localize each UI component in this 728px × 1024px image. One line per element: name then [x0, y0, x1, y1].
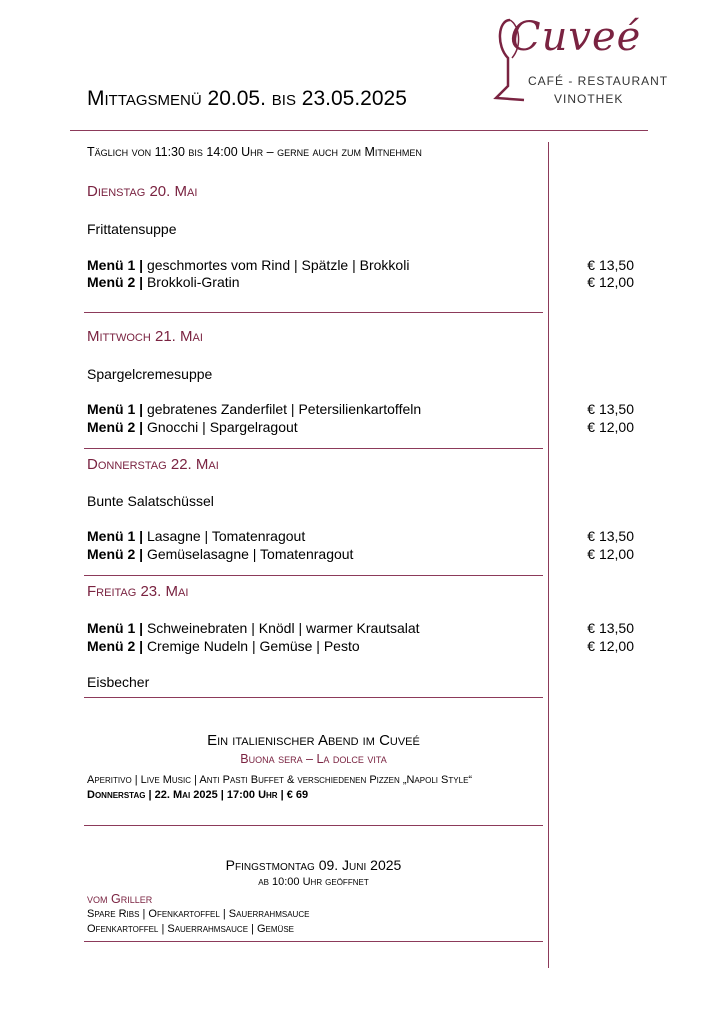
soup: Bunte Salatschüssel — [87, 493, 214, 509]
grill-line-2: Ofenkartoffel | Sauerrahmsauce | Gemüse — [87, 923, 295, 935]
soup: Spargelcremesuppe — [87, 366, 213, 382]
soup: Frittatensuppe — [87, 221, 177, 237]
menu-label: Menü 1 | — [87, 620, 144, 636]
event-subtitle: Buona sera – La dolce vita — [240, 752, 387, 766]
menu-item — [87, 401, 421, 417]
page-title: Mittagsmenü 20.05. bis 23.05.2025 — [87, 87, 407, 110]
price-column-divider — [548, 142, 549, 968]
menu-item — [87, 546, 353, 562]
grill-line-1: Spare Ribs | Ofenkartoffel | Sauerrahmsauce — [87, 908, 310, 920]
menu-label: Menü 2 | — [87, 638, 144, 654]
menu-item — [87, 528, 305, 544]
day-divider — [84, 312, 543, 313]
menu-price: € 12,00 — [587, 638, 634, 654]
holiday-subtitle: ab 10:00 Uhr geöffnet — [258, 876, 369, 888]
event-details: Aperitivo | Live Music | Anti Pasti Buffet & verschiedenen Pizzen „Napoli Style“ — [87, 774, 473, 786]
menu-price: € 13,50 — [587, 257, 634, 273]
logo — [488, 8, 669, 108]
menu-dish: Schweinebraten | Knödl | warmer Krautsalat — [146, 620, 420, 636]
day-divider — [84, 448, 543, 449]
day-heading: Mittwoch 21. Mai — [87, 328, 203, 345]
logo-script: Cuveé — [510, 14, 642, 60]
day-heading: Dienstag 20. Mai — [87, 183, 198, 200]
menu-item — [87, 419, 298, 435]
logo-line2: VINOTHEK — [554, 92, 624, 106]
menu-dish: Gnocchi | Spargelragout — [146, 419, 298, 435]
menu-label: Menü 1 | — [87, 528, 144, 544]
menu-price: € 12,00 — [587, 419, 634, 435]
grill-heading: vom Griller — [87, 892, 153, 906]
header-divider — [70, 130, 648, 131]
opening-hours-info: Täglich von 11:30 bis 14:00 Uhr – gerne auch zum Mitnehmen — [87, 145, 422, 159]
menu-dish: geschmortes vom Rind | Spätzle | Brokkoli — [146, 257, 410, 273]
day-heading: Donnerstag 22. Mai — [87, 456, 219, 473]
menu-price: € 13,50 — [587, 620, 634, 636]
event-title: Ein italienischer Abend im Cuveé — [207, 732, 420, 749]
menu-item — [87, 620, 420, 636]
event-divider — [84, 825, 543, 826]
menu-price: € 13,50 — [587, 401, 634, 417]
day-divider — [84, 697, 543, 698]
menu-label: Menü 2 | — [87, 274, 144, 290]
holiday-title: Pfingstmontag 09. Juni 2025 — [225, 857, 402, 873]
menu-label: Menü 2 | — [87, 419, 144, 435]
holiday-divider — [84, 941, 543, 942]
menu-dish: Brokkoli-Gratin — [146, 274, 240, 290]
day-heading: Freitag 23. Mai — [87, 583, 189, 600]
menu-item — [87, 274, 240, 290]
logo-line1: CAFÉ - RESTAURANT — [528, 74, 669, 88]
menu-price: € 13,50 — [587, 528, 634, 544]
menu-price: € 12,00 — [587, 546, 634, 562]
event-date: Donnerstag | 22. Mai 2025 | 17:00 Uhr | € 69 — [87, 789, 309, 801]
menu-dish: Gemüselasagne | Tomatenragout — [146, 546, 354, 562]
menu-price: € 12,00 — [587, 274, 634, 290]
menu-label: Menü 1 | — [87, 257, 144, 273]
dessert: Eisbecher — [87, 674, 150, 690]
menu-item — [87, 257, 409, 273]
menu-label: Menü 1 | — [87, 401, 144, 417]
menu-dish: Lasagne | Tomatenragout — [146, 528, 306, 544]
menu-dish: gebratenes Zanderfilet | Petersilienkartoffeln — [146, 401, 422, 417]
menu-label: Menü 2 | — [87, 546, 144, 562]
menu-item — [87, 638, 360, 654]
day-divider — [84, 575, 543, 576]
menu-dish: Cremige Nudeln | Gemüse | Pesto — [146, 638, 360, 654]
